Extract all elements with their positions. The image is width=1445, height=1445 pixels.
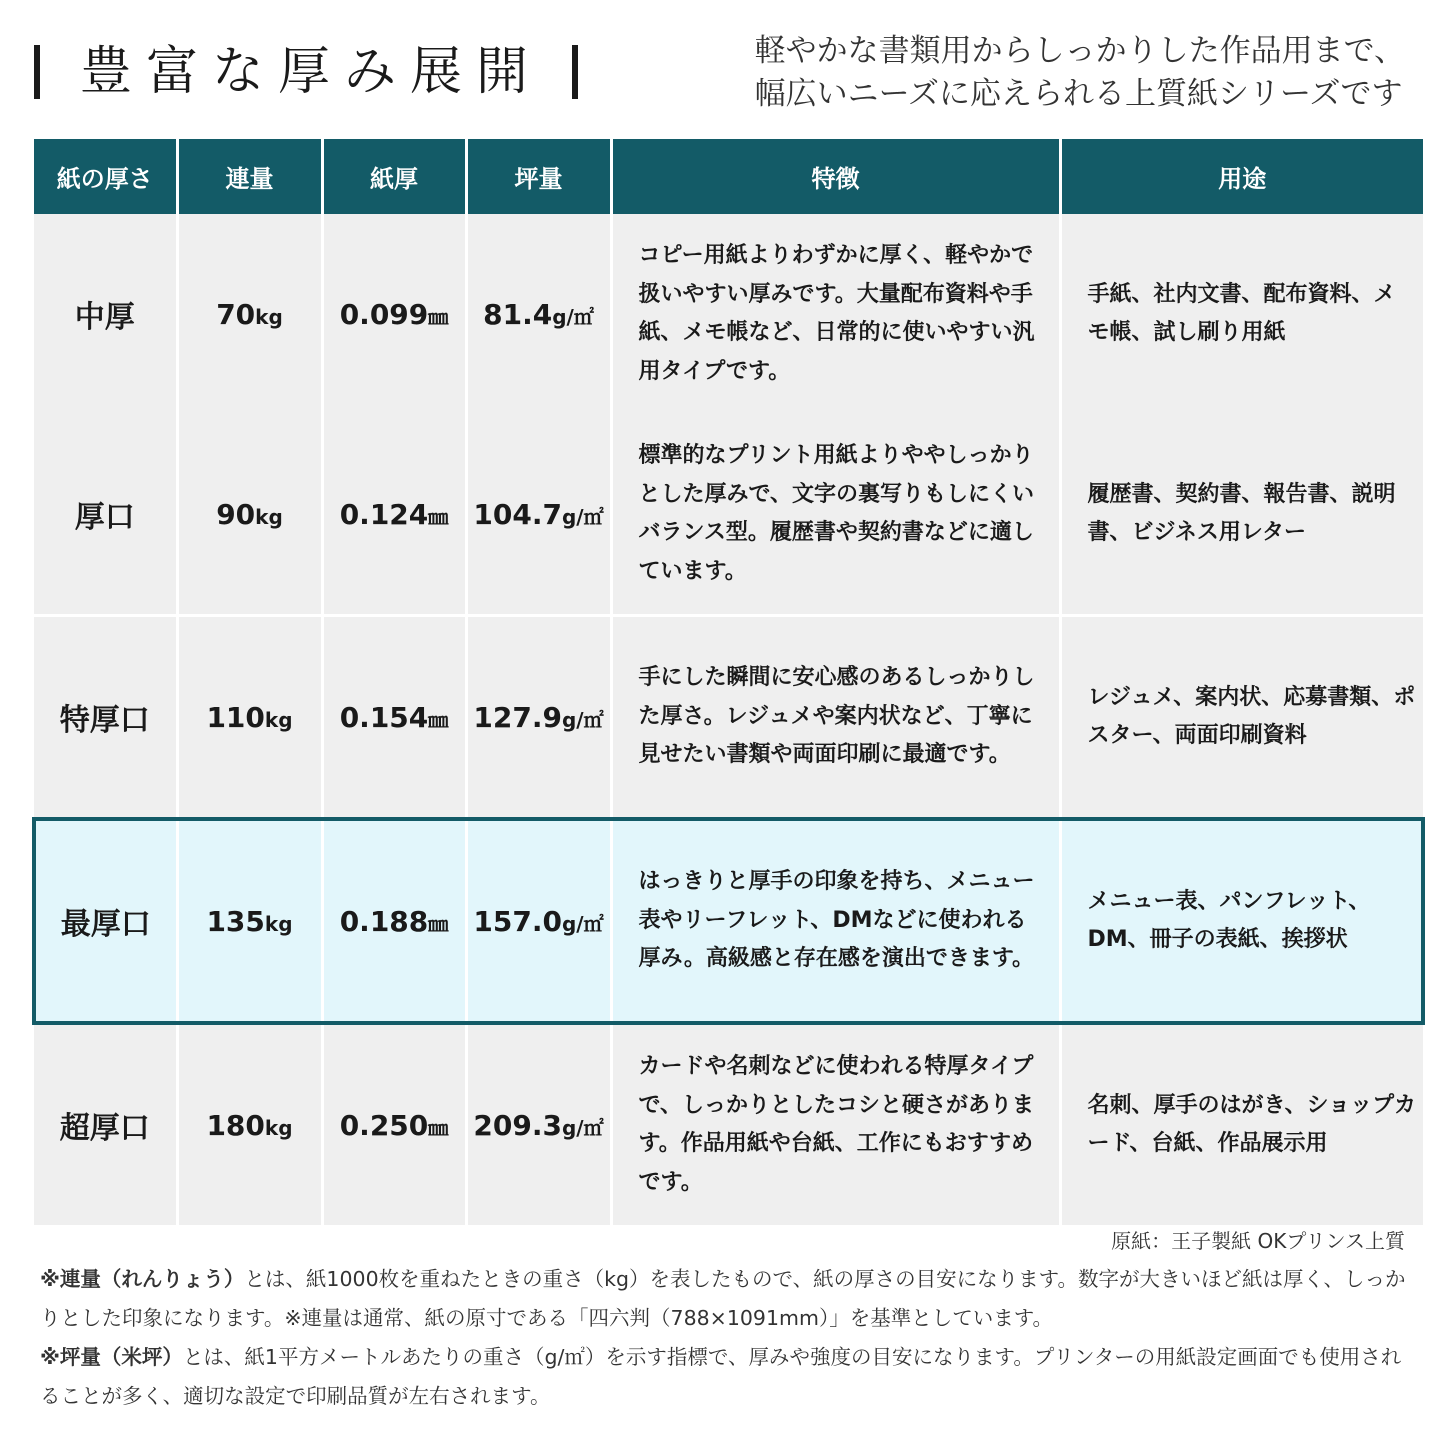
thickness-unit: ㎜ xyxy=(428,707,449,732)
row-basis-weight xyxy=(466,616,611,820)
footnote-basis-text: とは、紙1平方メートルあたりの重さ（g/㎡）を示す指標で、厚みや強度の目安になります。プリンターの用紙設定画面でも使用されることが多く、適切な設定で印刷品質が左右されます。 xyxy=(40,1345,1402,1408)
weight-unit: kg xyxy=(255,504,283,529)
basis-unit: g/㎡ xyxy=(552,304,594,329)
header-thickness: 紙厚 xyxy=(322,139,466,214)
footnote-weight-text: とは、紙1000枚を重ねたときの重さ（kg）を表したもので、紙の厚さの目安になります。数字が大きいほど紙は厚く、しっかりとした印象になります。※連量は通常、紙の原寸である「四六判（788×1091mm）」を基準としています。 xyxy=(40,1267,1406,1330)
row-name: 超厚口 xyxy=(34,1023,177,1225)
table-header-row xyxy=(34,139,1423,214)
weight-unit: kg xyxy=(264,707,293,732)
row-basis-weight xyxy=(466,214,611,414)
row-thickness xyxy=(322,819,466,1023)
basis-value: 209.3 xyxy=(473,1108,562,1142)
header-feature: 特徴 xyxy=(611,139,1060,214)
row-name: 最厚口 xyxy=(34,819,177,1023)
thickness-unit: ㎜ xyxy=(428,504,449,529)
row-feature: カードや名刺などに使われる特厚タイプで、しっかりとしたコシと硬さがあります。作品用紙や台紙、工作にもおすすめです。 xyxy=(611,1023,1060,1225)
row-thickness xyxy=(322,414,466,616)
thickness-unit: ㎜ xyxy=(428,304,449,329)
row-weight xyxy=(177,1023,322,1225)
row-name: 中厚 xyxy=(34,214,177,414)
row-weight xyxy=(177,616,322,820)
weight-value: 90 xyxy=(216,497,256,531)
footnote-basis-weight xyxy=(40,1338,1420,1416)
paper-spec-table xyxy=(32,139,1425,1225)
subtitle xyxy=(755,30,1405,116)
basis-value: 104.7 xyxy=(473,497,562,531)
header-thickness-name: 紙の厚さ xyxy=(34,139,177,214)
row-thickness xyxy=(322,616,466,820)
table-row xyxy=(34,1023,1423,1225)
basis-value: 157.0 xyxy=(473,904,562,938)
header-weight: 連量 xyxy=(177,139,322,214)
weight-value: 180 xyxy=(206,1108,265,1142)
basis-unit: g/㎡ xyxy=(561,504,604,529)
thickness-value: 0.099 xyxy=(339,297,429,331)
row-weight xyxy=(177,214,322,414)
row-feature: はっきりと厚手の印象を持ち、メニュー表やリーフレット、DMなどに使われる厚み。高級感と存在感を演出できます。 xyxy=(611,819,1060,1023)
footnotes xyxy=(40,1260,1420,1416)
thickness-unit: ㎜ xyxy=(428,911,449,936)
footnote-basis-term: ※坪量（米坪） xyxy=(40,1345,183,1369)
table-row-highlighted xyxy=(34,819,1423,1023)
thickness-value: 0.124 xyxy=(339,497,429,531)
weight-unit: kg xyxy=(255,304,283,329)
row-feature: コピー用紙よりわずかに厚く、軽やかで扱いやすい厚みです。大量配布資料や手紙、メモ帳など、日常的に使いやすい汎用タイプです。 xyxy=(611,214,1060,414)
table-row xyxy=(34,616,1423,820)
row-basis-weight xyxy=(466,414,611,616)
page-title: 豊富な厚み展開 xyxy=(80,42,543,102)
row-feature: 標準的なプリント用紙よりややしっかりとした厚みで、文字の裏写りもしにくいバランス型。履歴書や契約書などに適しています。 xyxy=(611,414,1060,616)
weight-unit: kg xyxy=(264,911,293,936)
row-name: 特厚口 xyxy=(34,616,177,820)
basis-value: 127.9 xyxy=(473,700,562,734)
subtitle-line-1: 軽やかな書類用からしっかりした作品用まで、 xyxy=(754,33,1405,69)
thickness-unit: ㎜ xyxy=(428,1115,449,1140)
row-uses: 履歴書、契約書、報告書、説明書、ビジネス用レター xyxy=(1060,414,1423,616)
basis-unit: g/㎡ xyxy=(561,1115,604,1140)
weight-unit: kg xyxy=(264,1115,293,1140)
row-uses: 名刺、厚手のはがき、ショップカード、台紙、作品展示用 xyxy=(1060,1023,1423,1225)
header-basis-weight: 坪量 xyxy=(466,139,611,214)
row-uses: レジュメ、案内状、応募書類、ポスター、両面印刷資料 xyxy=(1060,616,1423,820)
thickness-value: 0.250 xyxy=(339,1108,429,1142)
row-uses: メニュー表、パンフレット、DM、冊子の表紙、挨拶状 xyxy=(1060,819,1423,1023)
basis-unit: g/㎡ xyxy=(561,707,604,732)
row-basis-weight xyxy=(466,819,611,1023)
thickness-value: 0.154 xyxy=(339,700,429,734)
row-thickness xyxy=(322,214,466,414)
subtitle-line-2: 幅広いニーズに応えられる上質紙シリーズです xyxy=(754,76,1403,112)
weight-value: 135 xyxy=(206,904,265,938)
source-note: 原紙：王子製紙 OKプリンス上質 xyxy=(1111,1229,1405,1253)
table-row xyxy=(34,214,1423,414)
basis-unit: g/㎡ xyxy=(561,911,604,936)
footnote-weight xyxy=(40,1260,1420,1338)
basis-value: 81.4 xyxy=(483,297,553,331)
row-name: 厚口 xyxy=(34,414,177,616)
thickness-value: 0.188 xyxy=(339,904,429,938)
weight-value: 110 xyxy=(206,700,265,734)
row-basis-weight xyxy=(466,1023,611,1225)
row-weight xyxy=(177,414,322,616)
row-uses: 手紙、社内文書、配布資料、メモ帳、試し刷り用紙 xyxy=(1060,214,1423,414)
row-feature: 手にした瞬間に安心感のあるしっかりした厚さ。レジュメや案内状など、丁寧に見せたい書類や両面印刷に最適です。 xyxy=(611,616,1060,820)
title-bar-left xyxy=(34,45,40,99)
title-bar-right xyxy=(572,45,578,99)
row-thickness xyxy=(322,1023,466,1225)
weight-value: 70 xyxy=(216,297,256,331)
page-title-block xyxy=(34,42,578,102)
footnote-weight-term: ※連量（れんりょう） xyxy=(40,1267,245,1291)
header-uses: 用途 xyxy=(1060,139,1423,214)
row-weight xyxy=(177,819,322,1023)
table-row xyxy=(34,414,1423,616)
